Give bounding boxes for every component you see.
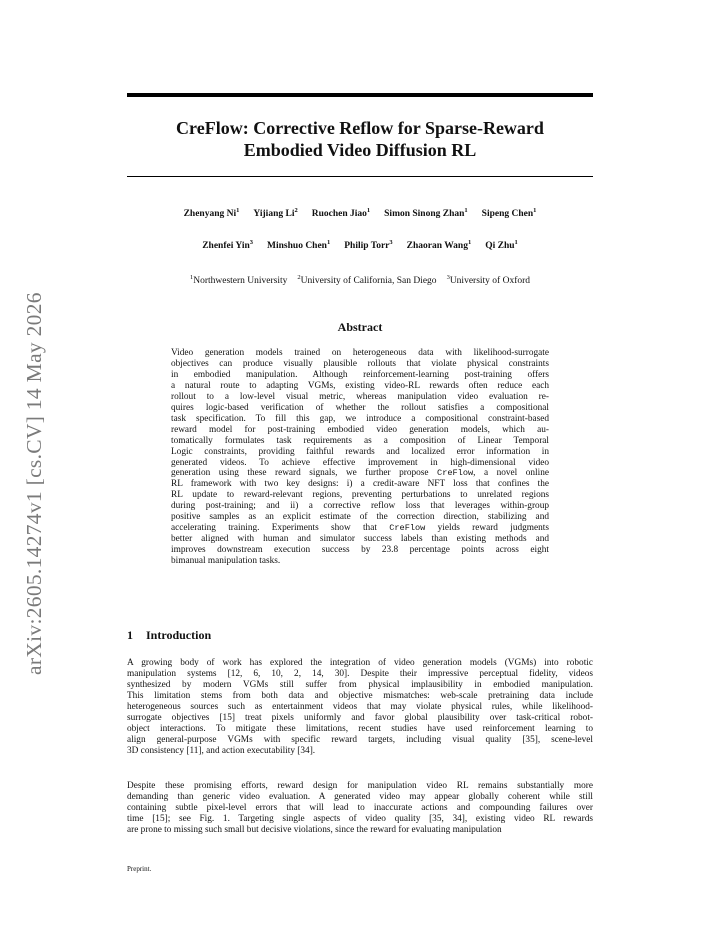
text-line: better aligned with human and simulator success labels than existing methods and (171, 534, 549, 545)
title-line-2: Embodied Video Diffusion RL (243, 140, 477, 160)
text-line: task specification. To fill this gap, we introduce a compositional constraint-based (171, 413, 549, 424)
abstract-body (171, 348, 549, 567)
text-line: heterogeneous sources such as entertainment videos that may violate physical rules, while likelihood- (127, 701, 593, 712)
author-name: Philip Torr$^3$ (344, 239, 393, 251)
text-line: rollout to a low-level visual metric, whereas manipulation video evaluation re- (171, 391, 549, 402)
text-line: time [15]; see Fig. 1. Targeting single aspects of video quality [35, 34], existing video RL rewards (127, 813, 593, 824)
affiliation: $^1$Northwestern University (189, 274, 288, 286)
text-line: This limitation stems from both data and objective mismatches: web-scale pretraining data include (127, 690, 593, 701)
author-affiliation-mark: 1 (467, 239, 472, 246)
author-affiliation-mark: 1 (464, 207, 468, 214)
affiliation: $^3$University of Oxford (446, 274, 531, 286)
author-affiliation-mark: 3 (389, 239, 393, 246)
affiliation: $^2$University of California, San Diego (297, 274, 437, 286)
text-line: Video generation models trained on heterogeneous data with likelihood-surrogate (171, 348, 549, 358)
author-name: Zhaoran Wang$^1$ (406, 239, 472, 251)
author-name: Ruochen Jiao$^1$ (311, 207, 371, 219)
author-name: Zhenfei Yin$^3$ (202, 239, 254, 251)
text-line: Despite these promising efforts, reward design for manipulation video RL remains substantially more (127, 781, 593, 791)
author-name: Zhenyang Ni$^1$ (183, 207, 240, 219)
title-line-1: CreFlow: Corrective Reflow for Sparse-Reward (176, 118, 544, 138)
text-line: containing subtle pixel-level errors that will lead to inaccurate actions and compounding failures over (127, 802, 593, 813)
text-line: are prone to missing such small but decisive violations, since the reward for evaluating manipulation (127, 824, 502, 835)
text-line: generation using these reward signals, we further propose CreFlow, a novel online (171, 468, 549, 479)
section-number: 1 (127, 628, 133, 642)
intro-paragraph-1 (127, 658, 593, 757)
text-line: a natural route to adapting VGMs, existing video-RL rewards often reduce each (171, 380, 549, 391)
text-line: tomatically formulates task requirements as a composition of Linear Temporal (171, 435, 549, 446)
method-name: CreFlow (389, 523, 426, 534)
affiliations (127, 274, 593, 286)
text-line: improves downstream execution success by 23.8 percentage points across eight (171, 545, 549, 556)
text-line: bimanual manipulation tasks. (171, 556, 281, 567)
paper-title (127, 117, 593, 161)
text-line: reward model for post-training embodied video generation models, which au- (171, 424, 549, 435)
author-affiliation-mark: 1 (366, 207, 371, 214)
author-affiliation-mark: 3 (249, 239, 254, 246)
text-line: quires logic-based verification of whether the rollout satisfies a compositional (171, 402, 549, 413)
text-line: object interactions. To mitigate these limitations, recent studies have used reinforcement learning to (127, 723, 593, 734)
abstract-heading: Abstract (337, 320, 383, 334)
author-name: Qi Zhu$^1$ (485, 239, 518, 251)
affiliation-mark: 3 (446, 274, 450, 281)
text-line: during post-training; and ii) a corrective reflow loss that leverages within-group (171, 501, 549, 512)
author-affiliation-mark: 2 (294, 207, 298, 214)
text-line: objectives can produce visually plausible rollouts that violate physical constraints (171, 358, 549, 369)
text-line: RL framework with two key designs: i) a credit-aware NFT loss that confines the (171, 479, 549, 490)
text-line: synthesized by modern VGMs still suffer from physical implausibility in embodied manipulation. (127, 679, 593, 690)
title-bottom-rule (127, 176, 593, 177)
text-line: positive samples as an explicit estimate of the correction direction, stabilizing and (171, 512, 549, 523)
author-affiliation-mark: 1 (236, 207, 240, 214)
text-line: accelerating training. Experiments show that CreFlow yields reward judgments (171, 523, 549, 534)
title-top-rule (127, 93, 593, 97)
author-name: Minshuo Chen$^1$ (267, 239, 331, 251)
text-line: align general-purpose VGMs with specific reward targets, including visual quality [35], scene-level (127, 734, 593, 745)
author-affiliation-mark: 1 (326, 239, 331, 246)
arxiv-identifier: arXiv:2605.14274v1 [cs.CV] 14 May 2026 (22, 292, 46, 675)
author-name: Simon Sinong Zhan$^1$ (384, 207, 468, 219)
section-title: Introduction (146, 628, 212, 642)
author-name: Yijiang Li$^2$ (253, 207, 298, 219)
affiliation-mark: 2 (297, 274, 301, 281)
text-line: 3D consistency [11], and action executability [34]. (127, 745, 316, 756)
text-line: Logic constraints, providing faithful rewards and localized error information in (171, 446, 549, 457)
author-name: Sipeng Chen$^1$ (481, 207, 537, 219)
author-affiliation-mark: 1 (533, 207, 537, 214)
text-line: manipulation systems [12, 6, 10, 2, 14, 30]. Despite their impressive perceptual fidelity, videos (127, 668, 593, 679)
text-line: RL update to reward-relevant regions, preventing perturbations to unrelated regions (171, 490, 549, 501)
footer-note: Preprint. (127, 865, 152, 873)
text-line: generated videos. To achieve effective improvement in high-dimensional video (171, 457, 549, 468)
author-affiliation-mark: 1 (514, 239, 518, 246)
text-line: in embodied manipulation. Although reinforcement-learning post-training offers (171, 369, 549, 380)
intro-paragraph-2 (127, 781, 593, 836)
authors-row-2 (127, 239, 593, 251)
text-line: A growing body of work has explored the integration of video generation models (VGMs) into robotic (127, 658, 593, 668)
text-line: demanding than generic video evaluation. A generated video may appear globally coherent while still (127, 791, 593, 802)
section-heading (127, 628, 211, 643)
method-name: CreFlow (437, 468, 474, 479)
authors-row-1 (127, 207, 593, 219)
affiliation-mark: 1 (189, 274, 194, 281)
text-line: surrogate objectives [15] treat pixels uniformly and favor global plausibility over task-critical robot- (127, 712, 593, 723)
